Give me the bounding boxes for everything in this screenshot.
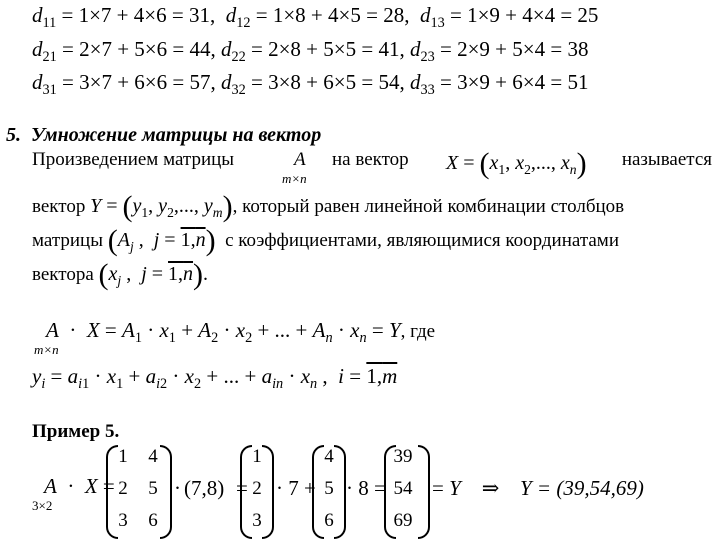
formula-dim: m×n <box>34 342 59 357</box>
calc-cell: 3×8 + 6×5 = 54, <box>268 70 405 94</box>
example-coef2: · 8 = <box>346 476 386 500</box>
matrix-cell: 5 <box>148 478 158 499</box>
col-cell: 3 <box>252 510 262 531</box>
example-eq-Y: = Y ⇒ <box>432 476 500 500</box>
calc-cell: 1×7 + 4×6 = 31, <box>78 3 216 27</box>
formula-product: $A \cdot X = A_1 \cdot x_1 + A_2 \cdot x_2$ + ... + $A_n \cdot x_n = Y$, где <box>46 318 436 346</box>
section-number: 5. <box>6 124 21 146</box>
para-line-1 <box>32 147 712 186</box>
matrix-cell: 4 <box>148 446 158 467</box>
calc-cell: 2×8 + 5×5 = 41, <box>268 37 405 61</box>
calc-row-1: $d_{11} = 1\times 7 + 4\times 6 = 31$, $d_{12} = 1\times 8 + 4\times 5 = 28$, $d_{13} = 1\times 9 + 4\times 4 = 25$ <box>32 3 599 31</box>
matrix-cell: 6 <box>148 510 158 531</box>
calc-cell: 3×9 + 6×4 = 51 <box>457 70 589 94</box>
col-cell: 6 <box>324 510 334 531</box>
matrix-dim: m×n <box>282 171 307 186</box>
column-set: ($A_j$ , j = 1,n) <box>107 224 216 257</box>
calc-cell: 2×9 + 5×4 = 38 <box>457 37 589 61</box>
text: на вектор <box>332 149 409 170</box>
calc-cell: 1×8 + 4×5 = 28, <box>272 3 410 27</box>
text: Произведением матрицы <box>32 149 235 170</box>
col-cell: 1 <box>252 446 262 467</box>
result-cell: 69 <box>393 510 413 531</box>
calc-row-3: $d_{31} = 3\times 7 + 6\times 6 = 57$, $d_{32} = 3\times 8 + 6\times 5 = 54$, $d_{33} = 3\times 9 + 6\times 4 = 51$ <box>32 70 589 98</box>
text: называется <box>621 149 712 170</box>
example-dim: 3×2 <box>32 498 53 513</box>
vector-Y: $Y = (y_1$, $y_2$,..., $y_m$) <box>90 190 233 223</box>
para-line-4 <box>32 258 208 292</box>
vector-X: $X = (x_1$, $x_2$,..., $x_n$) <box>446 147 587 180</box>
text: вектора <box>32 264 94 285</box>
matrix-cell: 1 <box>118 446 128 467</box>
calc-row-2: $d_{21} = 2\times 7 + 5\times 6 = 44$, $d_{22} = 2\times 8 + 5\times 5 = 41$, $d_{23} = 2\times 9 + 5\times 4 = 38$ <box>32 37 589 65</box>
col-cell: 4 <box>324 446 334 467</box>
calc-cell: 1×9 + 4×4 = 25 <box>467 3 599 27</box>
matrix-A: A <box>294 149 306 170</box>
calc-cell: 2×7 + 5×6 = 44, <box>79 37 216 61</box>
example-title: Пример 5. <box>32 421 120 442</box>
section-heading <box>6 124 321 147</box>
calc-cell: 3×7 + 6×6 = 57, <box>79 70 216 94</box>
coef: 8 <box>358 476 369 500</box>
text: , который равен линейной комбинации столбцов <box>232 196 625 217</box>
col-cell: 5 <box>324 478 334 499</box>
section-title: Умножение матрицы на вектор <box>31 124 322 146</box>
para-line-2 <box>32 190 712 224</box>
result-paren-right <box>418 445 430 539</box>
text: с коэффициентами, являющимися координатами <box>225 230 619 251</box>
example-lhs: A · X = <box>44 474 115 498</box>
example-eq: = <box>236 476 248 500</box>
formula-component: $y_i = a_{i1} \cdot x_1 + a_{i2} \cdot x_2$ + ... + $a_{in} \cdot x_n$ , i = 1,m <box>32 364 398 392</box>
col-cell: 2 <box>252 478 262 499</box>
matrix-cell: 3 <box>118 510 128 531</box>
text: матрицы <box>32 230 103 251</box>
example-vector: (7,8) <box>184 476 225 500</box>
matrix-cell: 2 <box>118 478 128 499</box>
coord-set: ($x_j$ , j = 1,n). <box>98 258 209 291</box>
coef: 7 <box>288 476 299 500</box>
result-cell: 54 <box>393 478 413 499</box>
example-final: Y = (39,54,69) <box>520 476 644 500</box>
example-times: · <box>174 476 181 500</box>
para-line-3 <box>32 224 712 258</box>
text: , где <box>400 321 436 342</box>
result-cell: 39 <box>393 446 413 467</box>
text: вектор <box>32 196 86 217</box>
example-coef1: · 7 + <box>276 476 316 500</box>
